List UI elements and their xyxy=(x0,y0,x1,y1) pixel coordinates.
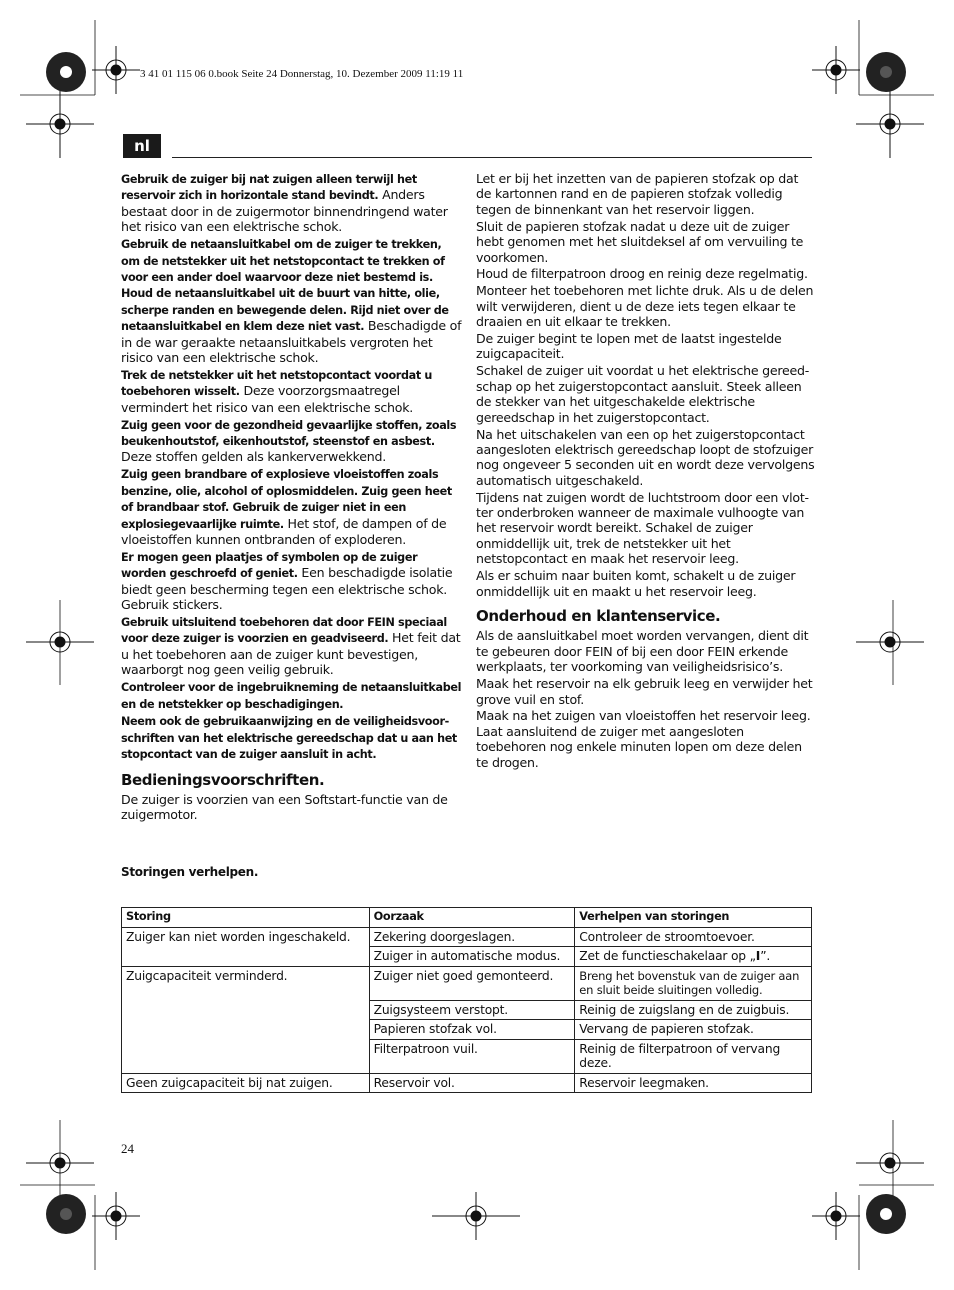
cause-cell: Filterpatroon vuil. xyxy=(369,1039,575,1073)
language-tab: nl xyxy=(123,134,161,158)
paragraph: Trek de netstekker uit het netstopcontact voordat u toebehoren wisselt. Deze voorzorgsmaatregel vermindert het risico van een elektrische schok. xyxy=(121,368,432,415)
section-heading-bediening: Bedieningsvoorschriften. xyxy=(121,770,325,789)
cause-cell: Zekering doorgeslagen. xyxy=(369,927,575,947)
paragraph: Er mogen geen plaatjes of symbolen op de zuiger worden geschroefd of geniet. Een beschadigde isolatie biedt geen bescherming tegen een elektrische schok. Gebruik stickers. xyxy=(121,550,453,613)
column-header: Oorzaak xyxy=(369,908,575,928)
paragraph: Na het uitschakelen van een op het zuigerstopcontact aangesloten elektrisch gereedschap loopt de stofzuiger nog ongeveer 5 seconden uit en wordt deze vervolgens automatisch uitgeschakeld. xyxy=(476,426,815,488)
fault-cell: Geen zuigcapaciteit bij nat zuigen. xyxy=(122,1073,370,1093)
left-column xyxy=(121,171,463,824)
cause-cell: Zuiger in automatische modus. xyxy=(369,947,575,967)
paragraph: Neem ook de gebruikaanwijzing en de veiligheidsvoorschriften van het elektrische gereedschap dat u aan het stopcontact van de zuiger aansluit in acht. xyxy=(121,715,457,762)
table-title: Storingen verhelpen. xyxy=(121,865,259,879)
fault-cell: Zuiger kan niet worden ingeschakeld. xyxy=(122,927,370,966)
remedy-cell: Breng het bovenstuk van de zuiger aan en sluit beide sluitingen volledig. xyxy=(575,966,812,1000)
cause-cell: Reservoir vol. xyxy=(369,1073,575,1093)
remedy-cell: Reinig de filterpatroon of vervang deze. xyxy=(575,1039,812,1073)
table-row xyxy=(122,966,812,1000)
paragraph: Maak na het zuigen van vloeistoffen het reservoir leeg. Laat aansluitend de zuiger met aangesloten toebehoren nog enkele minuten lopen om deze delen te drogen. xyxy=(476,708,811,770)
paragraph: Let er bij het inzetten van de papieren stofzak op dat de kartonnen rand en de papieren stofzak volledig tegen de binnenkant van het reservoir liggen. xyxy=(476,171,799,217)
paragraph: Gebruik uitsluitend toebehoren dat door FEIN speciaal voor deze zuiger is voorzien en geadviseerd. Het feit dat u het toebehoren aan de zuiger kunt bevestigen, waarborgt nog geen veilig gebruik. xyxy=(121,615,461,678)
table-row xyxy=(122,1073,812,1093)
remedy-cell: Controleer de stroomtoevoer. xyxy=(575,927,812,947)
page-number: 24 xyxy=(121,1141,134,1156)
paragraph: Controleer voor de ingebruikneming de netaansluitkabel en de netstekker op beschadigingen. xyxy=(121,681,462,711)
book-header-line: 3 41 01 115 06 0.book Seite 24 Donnerstag, 10. Dezember 2009 11:19 11 xyxy=(140,68,464,80)
switch-symbol: I xyxy=(755,949,761,963)
paragraph: Monteer het toebehoren met lichte druk. Als u de delen wilt verwijderen, dient u de deze iets tegen elkaar te draaien en uit elkaar te trekken. xyxy=(476,283,814,330)
paragraph: Als er schuim naar buiten komt, schakelt u de zuiger onmiddellijk uit en maakt u het reservoir leeg. xyxy=(476,568,796,599)
paragraph: Als de aansluitkabel moet worden vervangen, dient dit te gebeuren door FEIN of bij een door FEIN erkende werkplaats, ter voorkoming van veiligheidsrisico’s. xyxy=(476,628,809,675)
fault-cell: Zuigcapaciteit verminderd. xyxy=(122,966,370,1073)
table-row xyxy=(122,927,812,947)
column-header: Verhelpen van storingen xyxy=(575,908,812,928)
column-header: Storing xyxy=(122,908,370,928)
cause-cell: Zuiger niet goed gemonteerd. xyxy=(369,966,575,1000)
section-heading-onderhoud: Onderhoud en klantenservice. xyxy=(476,606,721,625)
remedy-cell: Zet de functieschakelaar op „I”. xyxy=(575,947,812,967)
paragraph: Zuig geen voor de gezondheid gevaarlijke stoffen, zoals beukenhoutstof, eikenhoutstof, steenstof en asbest. Deze stoffen gelden als kankerverwekkend. xyxy=(121,418,457,465)
cause-cell: Papieren stofzak vol. xyxy=(369,1020,575,1040)
remedy-cell: Vervang de papieren stofzak. xyxy=(575,1020,812,1040)
troubleshooting-table xyxy=(121,907,812,1093)
paragraph: Gebruik de netaansluitkabel om de zuiger te trekken, om de netstekker uit het netstopcontact te trekken of voor een ander doel waarvoor deze niet bestemd is. Houd de netaansluitkabel uit de buurt van hitte, olie, scherpe randen en bewegende delen. Rijd niet over de netaansluitkabel en klem deze niet vast. Beschadigde of in de war geraakte netaansluitkabels vergroten het risico van een elektrische schok. xyxy=(121,238,462,365)
remedy-cell: Reinig de zuigslang en de zuigbuis. xyxy=(575,1000,812,1020)
right-column xyxy=(476,171,816,772)
header-rule xyxy=(172,157,812,158)
paragraph: De zuiger is voorzien van een Softstart-functie van de zuigermotor. xyxy=(121,792,448,823)
paragraph: Zuig geen brandbare of explosieve vloeistoffen zoals benzine, olie, alcohol of oplosmiddelen. Zuig geen heet of brandbaar stof. Gebruik de zuiger niet in een explosiegevaarlijke ruimte. Het stof, de dampen of de vloeistoffen kunnen ontbranden of exploderen. xyxy=(121,468,452,547)
paragraph: Tijdens nat zuigen wordt de luchtstroom door een vlotter onderbroken wanneer de maximale vulhoogte van het reservoir wordt bereikt. Schakel de zuiger onmiddellijk uit, trek de netstekker uit het netstopcontact en maak het reservoir leeg. xyxy=(476,489,810,567)
table-header-row xyxy=(122,908,812,928)
paragraph: De zuiger begint te lopen met de laatst ingestelde zuigcapaciteit. xyxy=(476,331,782,362)
paragraph: Sluit de papieren stofzak nadat u deze uit de zuiger hebt genomen met het sluitdeksel af om vervuiling te voorkomen. xyxy=(476,218,804,265)
paragraph: Gebruik de zuiger bij nat zuigen alleen terwijl het reservoir zich in horizontale stand bevindt. Anders bestaat door in de zuigermotor binnendringend water het risico van een elektrische schok. xyxy=(121,173,448,235)
cause-cell: Zuigsysteem verstopt. xyxy=(369,1000,575,1020)
paragraph: Maak het reservoir na elk gebruik leeg en verwijder het grove vuil en stof. xyxy=(476,676,813,707)
paragraph: Schakel de zuiger uit voordat u het elektrische gereedschap op het zuigerstopcontact aansluit. Steek alleen de stekker van het uitgeschakelde elektrische gereedschap in het zuigerstopcontact. xyxy=(476,363,810,425)
paragraph: Houd de filterpatroon droog en reinig deze regelmatig. xyxy=(476,266,808,282)
remedy-cell: Reservoir leegmaken. xyxy=(575,1073,812,1093)
